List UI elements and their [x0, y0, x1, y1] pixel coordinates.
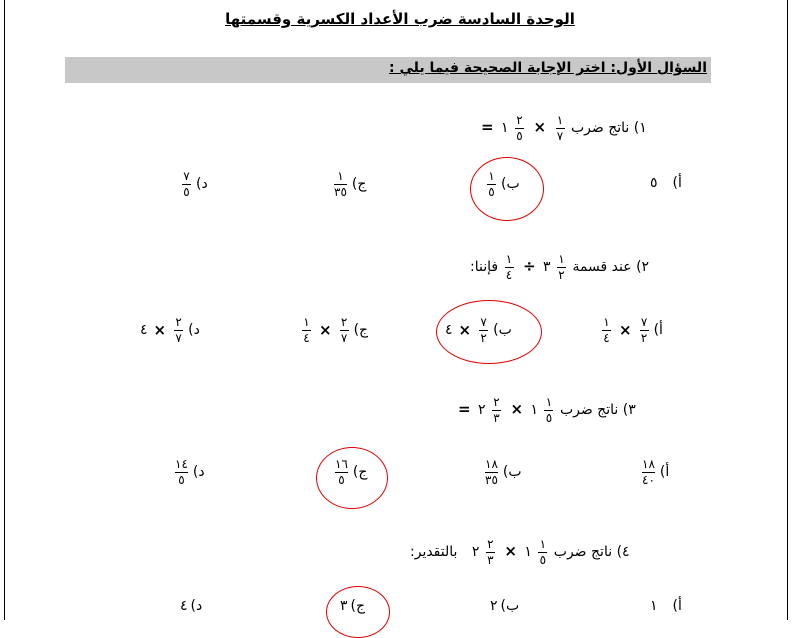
operator: ÷	[522, 257, 536, 276]
answer-circle	[470, 157, 544, 221]
q2-option-c[interactable]: ج) $\frac{٢}{٧}$ × $\frac{١}{٤}$	[303, 315, 369, 345]
fraction: $\frac{٢}{٣}$	[487, 537, 494, 567]
fraction: $\frac{٢}{٣}$	[493, 395, 500, 425]
question-number: ٢)	[636, 259, 650, 276]
operator: ×	[504, 542, 517, 561]
question-2	[470, 253, 649, 281]
answer-circle	[316, 447, 388, 509]
q4-option-b[interactable]: ب) ٢	[490, 598, 520, 614]
q4-option-c[interactable]: ج) ٣	[340, 598, 366, 614]
fraction: $\frac{٢}{٥}$	[516, 113, 523, 143]
fraction: $\frac{١}{٧}$	[556, 113, 564, 143]
equals-sign: =	[481, 118, 494, 137]
q1-option-d[interactable]: د) $\frac{٧}{٥}$	[183, 169, 208, 199]
question-tail: بالتقدير:	[410, 544, 458, 561]
q3-option-d[interactable]: د) $\frac{١٤}{٥}$	[175, 457, 205, 487]
section-heading: السؤال الأول: اختر الإجابة الصحيحة فيما يلي :	[389, 60, 707, 76]
question-4	[410, 538, 630, 566]
q1-option-b[interactable]: ب) $\frac{١}{٥}$	[488, 169, 520, 199]
q4-option-a[interactable]: أ) ١	[650, 598, 682, 614]
whole-number: ٢	[478, 402, 486, 419]
question-text: ناتج ضرب	[559, 402, 619, 419]
whole-number: ١	[524, 544, 532, 561]
q3-option-b[interactable]: ب) $\frac{١٨}{٣٥}$	[485, 457, 522, 487]
page-frame	[4, 0, 788, 620]
fraction: $\frac{١}{٤}$	[505, 252, 513, 282]
worksheet-title: الوحدة السادسة ضرب الأعداد الكسرية وقسمتها	[225, 10, 575, 28]
question-number: ٣)	[622, 402, 636, 419]
question-1	[478, 114, 647, 142]
question-text: ناتج ضرب	[570, 120, 630, 137]
q4-option-d[interactable]: د) ٤	[180, 598, 203, 614]
fraction: $\frac{١}{٥}$	[539, 537, 547, 567]
q3-option-a[interactable]: أ) $\frac{١٨}{٤٠}$	[642, 457, 670, 487]
whole-number: ٣	[543, 259, 551, 276]
q3-option-c[interactable]: ج) $\frac{١٦}{٥}$	[335, 457, 368, 487]
question-tail: فإننا:	[470, 259, 499, 276]
q2-option-d[interactable]: د) $\frac{٢}{٧}$ × ٤	[140, 315, 200, 345]
answer-circle	[326, 586, 390, 638]
answer-circle	[436, 300, 542, 364]
fraction: $\frac{١}{٢}$	[558, 252, 565, 282]
equals-sign: =	[458, 400, 471, 419]
whole-number: ٢	[471, 544, 480, 561]
operator: ×	[510, 400, 524, 419]
q1-option-a[interactable]: أ) ٥	[650, 175, 682, 191]
operator: ×	[533, 118, 547, 137]
whole-number: ١	[530, 402, 539, 419]
q2-option-b[interactable]: ب) $\frac{٧}{٢}$ × ٤	[445, 315, 512, 345]
section-heading-bar	[65, 57, 711, 83]
whole-number: ١	[501, 120, 509, 137]
question-3	[455, 396, 636, 424]
question-number: ٤)	[616, 544, 630, 561]
q1-option-c[interactable]: ج) $\frac{١}{٣٥}$	[334, 169, 367, 199]
question-number: ١)	[633, 120, 647, 137]
fraction: $\frac{١}{٥}$	[545, 395, 553, 425]
question-text: ناتج ضرب	[553, 544, 613, 561]
question-text: عند قسمة	[572, 259, 632, 276]
q2-option-a[interactable]: أ) $\frac{٧}{٢}$ × $\frac{١}{٤}$	[603, 315, 663, 345]
